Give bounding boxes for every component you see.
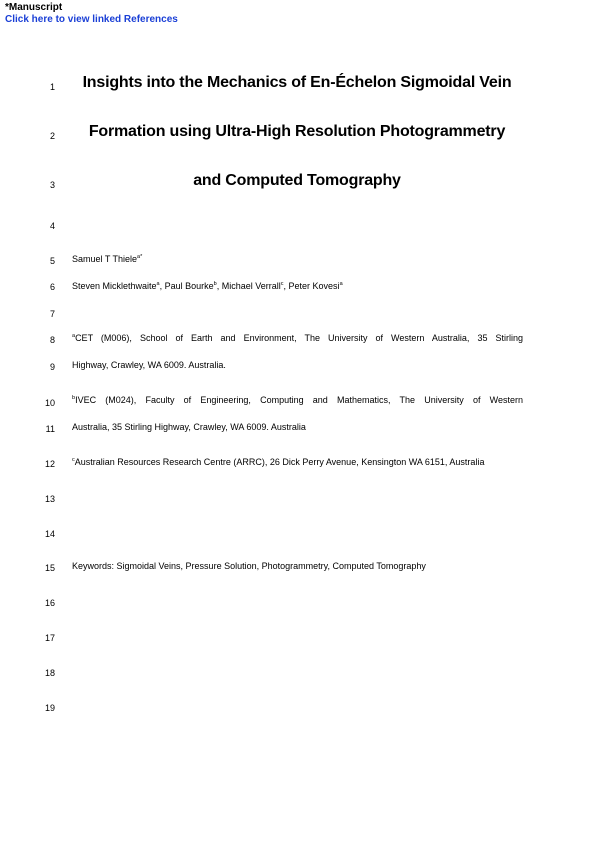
author-separator: , — [216, 281, 222, 291]
author-name: Michael Verrall — [221, 281, 281, 291]
line-number: 13 — [44, 494, 55, 504]
affiliation-a-line-2: Highway, Crawley, WA 6009. Australia. — [72, 360, 226, 370]
line-number: 3 — [49, 180, 55, 190]
affiliation-mark: a — [72, 333, 76, 339]
author-name: Samuel T Thiele — [72, 254, 138, 264]
line-number: 9 — [49, 362, 55, 372]
author-separator: , — [283, 281, 289, 291]
line-number: 1 — [49, 82, 55, 92]
manuscript-label: *Manuscript — [5, 2, 63, 13]
affiliation-a-line-1 — [72, 333, 523, 343]
affiliation-b-line-1 — [72, 395, 523, 405]
line-number: 11 — [45, 424, 55, 434]
author-name: Peter Kovesi — [288, 281, 340, 291]
affiliation-mark: c — [72, 457, 75, 463]
author-name: Steven Micklethwaite — [72, 281, 157, 291]
keywords: Keywords: Sigmoidal Veins, Pressure Solution, Photogrammetry, Computed Tomography — [72, 561, 426, 571]
line-number: 14 — [44, 529, 55, 539]
author-name: Paul Bourke — [164, 281, 214, 291]
affiliation-text: Australian Resources Research Centre (ARRC), 26 Dick Perry Avenue, Kensington WA 6151, Australia — [74, 457, 485, 467]
paper-title-line-2: Formation using Ultra-High Resolution Photogrammetry — [88, 123, 506, 140]
line-number: 10 — [44, 398, 55, 408]
line-number: 15 — [44, 563, 55, 573]
author-affiliation-mark: b — [213, 281, 217, 287]
line-number: 6 — [49, 282, 55, 292]
line-number: 12 — [44, 459, 55, 469]
line-number: 5 — [49, 256, 55, 266]
affiliation-b-line-2: Australia, 35 Stirling Highway, Crawley, WA 6009. Australia — [72, 422, 306, 432]
line-number: 8 — [49, 335, 55, 345]
first-author — [72, 254, 142, 264]
line-number: 7 — [49, 309, 55, 319]
coauthor-list — [72, 281, 343, 291]
paper-title-line-1: Insights into the Mechanics of En-Échelon Sigmoidal Vein — [82, 74, 512, 91]
affiliation-text: CET (M006), School of Earth and Environment, The University of Western Australia, 35 Stirling — [75, 333, 523, 343]
line-number: 2 — [49, 131, 55, 141]
author-affiliation-mark: c — [280, 281, 284, 287]
line-number: 16 — [44, 598, 55, 608]
line-number: 18 — [44, 668, 55, 678]
affiliation-c-line-1 — [72, 457, 484, 467]
author-affiliation-mark: a* — [137, 254, 143, 260]
line-number: 4 — [49, 221, 55, 231]
author-affiliation-mark: a — [339, 281, 343, 287]
line-number: 19 — [44, 703, 55, 713]
linked-references-link[interactable]: Click here to view linked References — [5, 14, 178, 25]
author-affiliation-mark: a — [156, 281, 160, 287]
affiliation-text: IVEC (M024), Faculty of Engineering, Computing and Mathematics, The University of Western — [75, 395, 523, 405]
author-separator: , — [159, 281, 165, 291]
paper-title-line-3: and Computed Tomography — [193, 172, 401, 189]
affiliation-mark: b — [72, 395, 76, 401]
line-number: 17 — [44, 633, 55, 643]
